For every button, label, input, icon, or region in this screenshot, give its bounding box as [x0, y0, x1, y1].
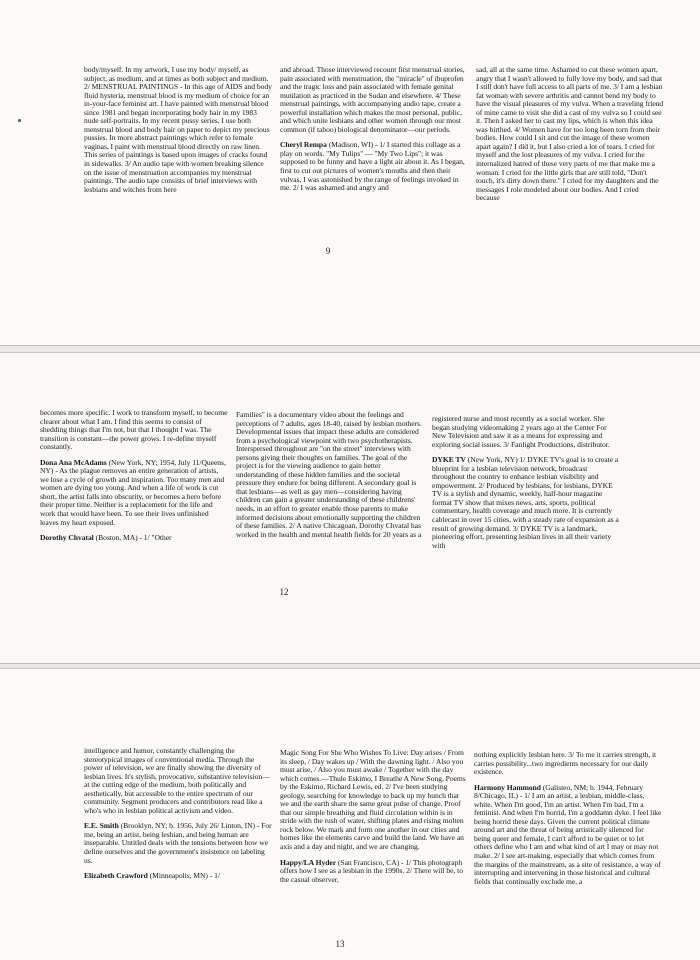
page13-col3-text-a: nothing explicitly lesbian here. 3/ To me it carries strength, it carries possibility...two ingredients necessary for our daily existence. — [474, 750, 657, 777]
page13-col2-text-b: (San Francisco, CA) - 1/ This photograph offers how I see as a lesbian in the 1990s. 2/ There will be, to the casual observer, — [280, 857, 463, 884]
page9-column-2 — [280, 66, 468, 200]
page13-entry-crawford — [84, 872, 272, 881]
page13-column-2 — [280, 749, 468, 891]
page-number: 12 — [279, 587, 289, 597]
page-gap — [0, 345, 700, 352]
page12-column-3 — [432, 415, 620, 557]
artist-name: E.E. Smith — [84, 821, 119, 831]
page12-entry-dyke-tv — [432, 456, 620, 550]
page12-col2-text: Families" is a documentary video about the feelings and perceptions of 7 adults, ages 18-40, raised by lesbian mothers. Developmental issues that impact these adults are considered from a psychological viewpoint with two psychotherapists. Interspersed throughout are "on the street" interviews with persons giving their thoughts on families. The goal of the project is for the viewing audience to gain better understanding of these hidden families and the societal pressure they endure for being different. A secondary goal is that lesbians—as well as gay men—considering having children can gain a greater understanding of these childrens' needs, in an effort to greater enable those parents to make informed decisions about emotionally supporting the children of these families. 2/ A native Chicagoan, Dorothy Chvatal has worked in the health and mental health fields for 20 years as a — [236, 410, 422, 539]
page13-entry-hyder — [280, 859, 468, 885]
page9-column-1 — [84, 66, 272, 201]
page9-col2-text-a: and abroad. Those interviewed recount first menstrual stories, pain associated with menstruation, the "miracle" of ibuprofen and the tragic loss and pain associated with female genital mutilation as practiced in the Sudan and elsewhere. 4/ These menstrual paintings, with accompanying audio tape, create a powerful installation which makes the most personal, public, and which unite lesbians and other women through our most common (if taboo) biological denominator—our periods. — [280, 65, 465, 134]
page12-col1-text-c: (Boston, MA) - 1/ "Other — [93, 533, 172, 543]
page13-col1-text-a: intelligence and humor, constantly challenging the stereotypical images of conventional media. Through the power of television, we are finally showing the diversity of lesbian lives. It's stylish, provocative, substantive television—at the cutting edge of the medium, both politically and aesthetically, but accessible to the entire spectrum of our community. Segment producers and contributors read like a who's who in lesbian political activism and video. — [84, 746, 270, 815]
artist-name: Harmony Hammond — [474, 782, 541, 792]
page12-column-2 — [236, 411, 424, 546]
artist-name: Elizabeth Crawford — [84, 871, 148, 881]
page9-col1-text: body/myself. In my artwork, I use my body/ myself, as subject, as medium, and at times as both subject and medium. 2/ MENSTRUAL PAINTINGS - In this age of AIDS and body fluid hysteria, menstrual blood is my medium of choice for an in-your-face feminist art. I have painted with menstrual blood since 1981 and began incorporating body hair in my 1983 nude self-portraits. In my recent pussy series, I use both menstrual blood and body hair on paper to depict my precious pussies. In more abstract paintings which refer to female vaginas, I paint with menstrual blood directly on raw linen. This series of paintings is based upon images of cracks found in sidewalks. 3/ An audio tape with women breaking silence on the issue of menstruation accompanies my menstrual paintings. The audio tape consists of brief interviews with lesbians and witches from here — [84, 65, 272, 194]
scanned-page-13 — [0, 668, 700, 960]
scanned-page-9 — [0, 0, 700, 346]
page9-col2-text-b: (Madison, WI) - 1/ I started this collage as a play on words. "My Tulips" — "My Two Lips"; it was supposed to be funny and have a light air about it. As I began, first to cut out pictures of women's mouths and then their vulvas, I was astonished by the range of feelings invoked in me. 2/ I was ashamed and angry and — [280, 140, 465, 193]
page-number: 9 — [325, 246, 331, 256]
page13-entry-hammond — [474, 784, 662, 887]
page13-col3-text-b: (Galisteo, NM; b. 1944, February 8/Chicago, IL) - 1/ I am an artist, a lesbian, middle-class, white. When I'm good, I'm an artist. When I'm bad, I'm a feminist. And when I'm horrid, I'm a goddamn dyke. I feel like being horrid these days. Given the current political climate around art and the threat of being artistically silenced for being queer and female, I can't afford to be quiet or to let others define who I am and what kind of art I may or may not make. 2/ I see art-making, especially that which comes from the margins of the mainstream, as a site of resistance, a way of interrupting and intervening in those historical and cultural fields that continually exclude me, a — [474, 782, 662, 886]
scanned-page-12 — [0, 352, 700, 664]
artist-name: DYKE TV — [432, 455, 466, 465]
artist-name: Dorothy Chvatal — [40, 533, 94, 543]
page12-col1-text-b: (New York, NY; 1954, July 11/Queens, NY) - As the plague removes an entire generation of artists, we lose a cycle of growth and inspiration. Too many men and women are dying too young. And when a life of work is cut short, the artist falls into obscurity, or becomes a hero before their proper time. Neither is a replacement for the life and work that would have been. To see their lives unfinished leaves my heart exposed. — [40, 457, 226, 527]
page-number: 13 — [335, 939, 345, 949]
page13-entry-smith — [84, 822, 272, 865]
page13-col2-text-a: Magic Song For She Who Wishes To Live: Day arises / From its sleep, / Day wakes up / With the dawning light. / Also you must arise, / Also you must awake / Together with the day which comes.—Thule Eskimo, I Breathe A New Song, Poems by the Eskimo, Richard Lewis, ed. 2/ I've been studying geology, searching for knowledge to back up my hunch that we and the earth share the same great pulse of change. Proof that our simple breathing and fluid circulation within is in stride with the rush of water, shifting plates and rising molten rock below. We mark and form one another in our cities and homes like the elements carve and build the land. We have an axis and a day and night, and we are changing. — [280, 748, 466, 852]
page12-col3-text-b: (New York, NY) 1/ DYKE TV's goal is to create a blueprint for a lesbian television network, broadcast throughout the country to enhance lesbian visibility and empowerment. 2/ Produced by lesbians, for lesbians, DYKE TV is a stylish and dynamic, weekly, half-hour magazine format TV show that mixes news, arts, sports, political commentary, health coverage and much more. It is currently cablecast in over 15 cities, with a steady rate of expansion as a result of growing demand. 3/ DYKE TV is a landmark, pioneering effort, presenting lesbian lives in all their variety with — [432, 455, 619, 550]
page13-column-1 — [84, 747, 272, 888]
page13-col1-text-b: (Brooklyn, NY; b. 1956, July 26/ Linton, IN) - For me, being an artist, being lesbian, and being human are inseparable. Untitled deals with the tensions between how we define ourselves and the government's insistence on labeling us. — [84, 821, 272, 865]
page12-entry-dona — [40, 459, 228, 527]
page12-col1-text-a: becomes more specific. I work to transform myself, to become clearer about what I am. I find this seems to consist of shedding things that I'm not, but that I thought I was. The transition is constant—the power grows. I re-define myself constantly. — [40, 408, 228, 452]
page13-column-3 — [474, 751, 662, 893]
page13-col1-text-c: (Minneapolis, MN) - 1/ — [147, 871, 220, 881]
artist-name: Dona Ana McAdams — [40, 457, 107, 467]
punch-mark — [18, 119, 21, 122]
page9-column-3 — [476, 66, 664, 210]
page9-col3-text: sad, all at the same time. Ashamed to cut these women apart, angry that I wasn't allowed to fully love my body, and sad that I still don't have full access to all parts of me. 3/ I am a lesbian fat woman with severe arthritis and cannot bend my body to have the visual pleasures of my vulva. When a traveling friend of mine came to visit she did a cast of my vulva so I could see it. Then I asked her to cast my lips, which is when this idea was birthed. 4/ Women have for too long been torn from their bodies. How could I sit and cut the image of these women apart again? I did it, but I also cried a lot of tears. I cried for myself and the lost pleasures of my vulva. I cried for the internalized hatred of these very parts of me that make me a woman. I cried for the little girls that are still told, "Don't touch, it's dirty down there." I cried for my daughters and the messages I role modeled about our bodies. And I cried because — [476, 65, 664, 203]
artist-name: Cheryl Rempa — [280, 140, 327, 150]
artist-name: Happy/LA Hyder — [280, 857, 337, 867]
page12-entry-dorothy — [40, 534, 228, 543]
page12-column-1 — [40, 409, 228, 550]
page9-entry-cheryl — [280, 141, 468, 192]
page12-col3-text-a: registered nurse and most recently as a social worker. She began studying videomaking 2 years ago at the Center For New Television and saw it as a means for expressing and exploring social issues. 3/ Fanlight Productions, distributor. — [432, 414, 610, 449]
